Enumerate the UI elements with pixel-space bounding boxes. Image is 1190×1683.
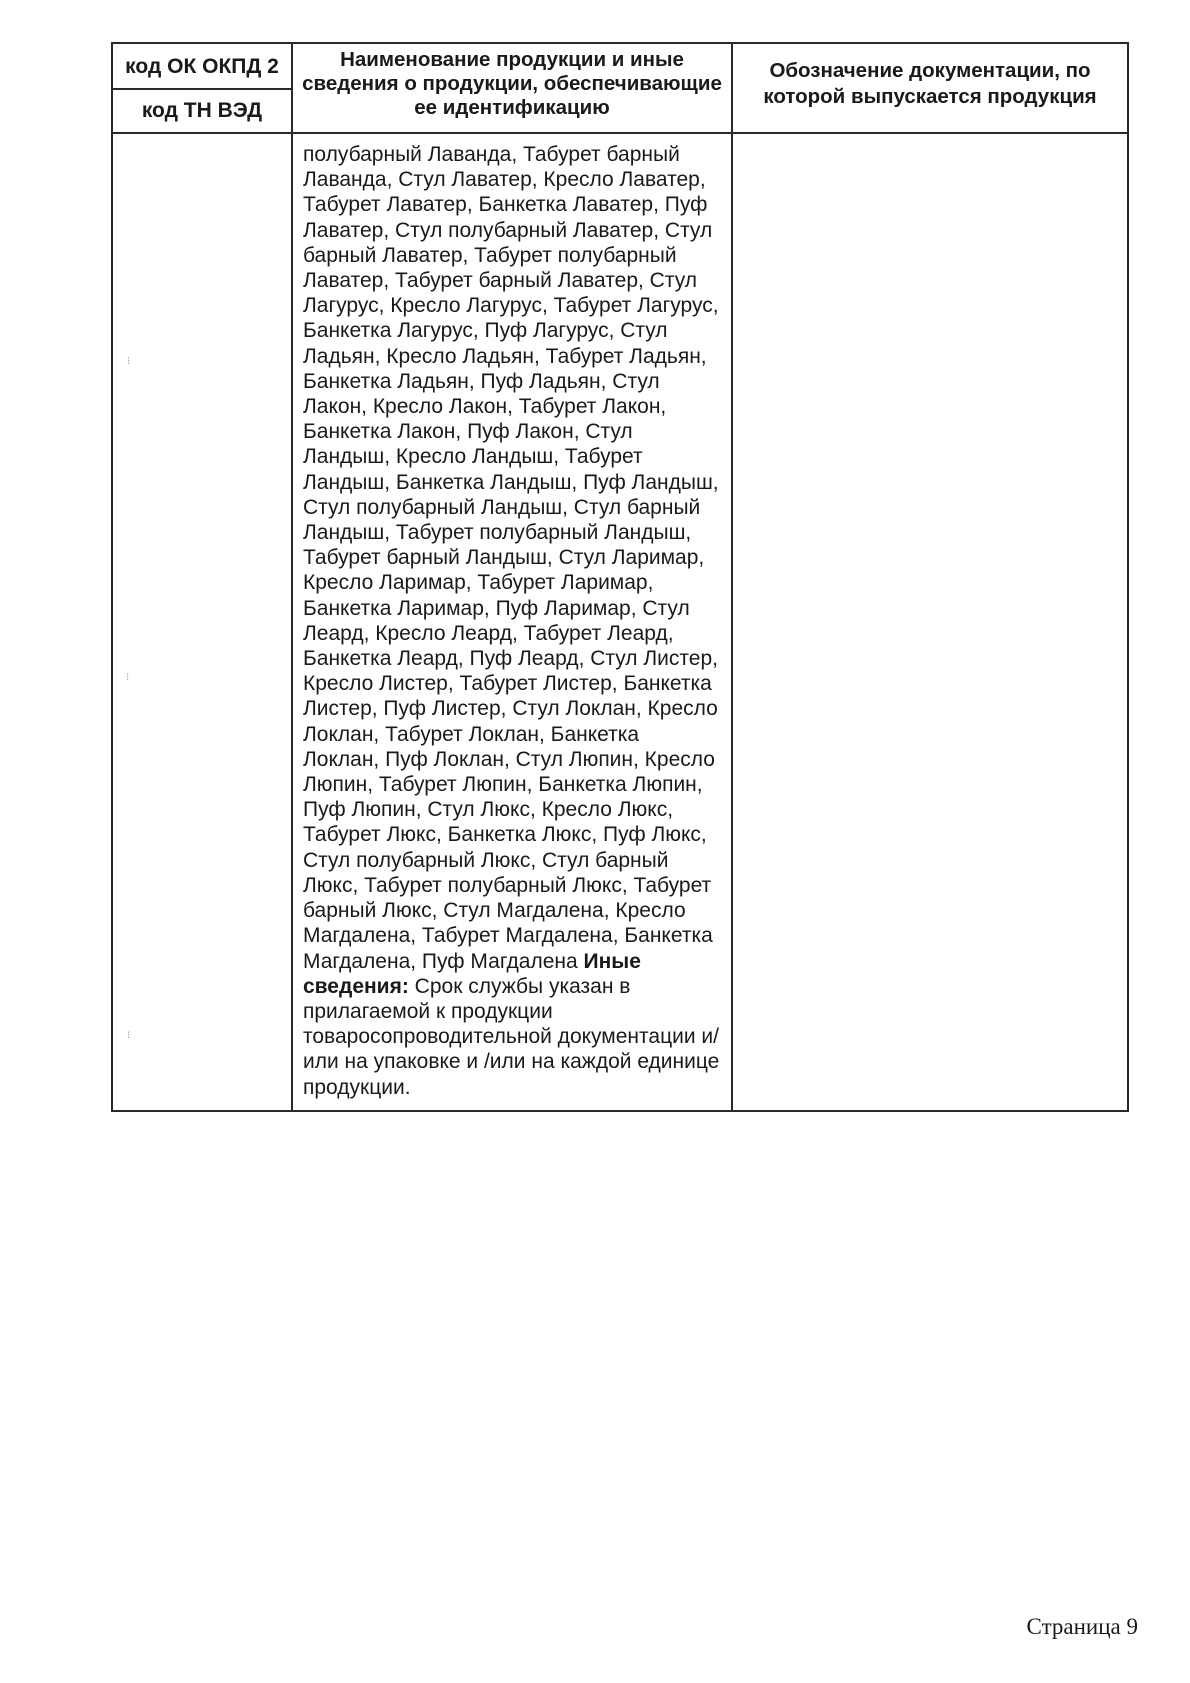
other-info-text: Срок службы указан в прилагаемой к продукции товаросопроводительной документации и/или на упаковке и /или на каждой единице продукции. [303, 974, 720, 1099]
scan-artifact: ⁝ [126, 672, 130, 683]
product-table [111, 42, 1129, 1112]
product-list-text: полубарный Лаванда, Табурет барный Лаванда, Стул Лаватер, Кресло Лаватер, Табурет Лаватер, Банкетка Лаватер, Пуф Лаватер, Стул полубарный Лаватер, Стул барный Лаватер, Табурет полубарный Лаватер, Табурет барный Лаватер, Стул Лагурус, Кресло Лагурус, Табурет Лагурус, Банкетка Лагурус, Пуф Лагурус, Стул Ладьян, Кресло Ладьян, Табурет Ладьян, Банкетка Ладьян, Пуф Ладьян, Стул Лакон, Кресло Лакон, Табурет Лакон, Банкетка Лакон, Пуф Лакон, Стул Ландыш, Кресло Ландыш, Табурет Ландыш, Банкетка Ландыш, Пуф Ландыш, Стул полубарный Ландыш, Стул барный Ландыш, Табурет полубарный Ландыш, Табурет барный Ландыш, Стул Ларимар, Кресло Ларимар, Табурет Ларимар, Банкетка Ларимар, Пуф Ларимар, Стул Леард, Кресло Леард, Табурет Леард, Банкетка Леард, Пуф Леард, Стул Листер, Кресло Листер, Табурет Листер, Банкетка Листер, Пуф Листер, Стул Локлан, Кресло Локлан, Табурет Локлан, Банкетка Локлан, Пуф Локлан, Стул Люпин, Кресло Люпин, Табурет Люпин, Банкетка Люпин, Пуф Люпин, Стул Люкс, Кресло Люкс, Табурет Люкс, Банкетка Люкс, Пуф Люкс, Стул полубарный Люкс, Стул барный Люкс, Табурет полубарный Люкс, Табурет барный Люкс, Стул Магдалена, Кресло Магдалена, Табурет Магдалена, Банкетка Магдалена, Пуф Магдалена [303, 143, 719, 973]
table-row [112, 133, 1128, 1111]
table-header-row [112, 43, 1128, 133]
row-doc-cell [732, 133, 1128, 1111]
header-code-cell [112, 43, 292, 133]
other-info-label: Иные сведения: [303, 949, 641, 998]
header-code-tnved: код ТН ВЭД [141, 99, 263, 122]
header-doc-cell [732, 43, 1128, 133]
scan-artifact: ⁝ [127, 1030, 131, 1041]
header-name-cell [292, 43, 732, 133]
product-description [293, 134, 731, 1110]
page-number: Страница 9 [1026, 1614, 1138, 1639]
row-product-cell [292, 133, 732, 1111]
header-documentation: Обозначение документации, по которой выпускается продукция [763, 59, 1097, 108]
header-code-okpd: код ОК ОКПД 2 [113, 44, 291, 90]
header-product-name: Наименование продукции и иные сведения о продукции, обеспечивающие ее идентификацию [302, 48, 722, 119]
scan-artifact: ⁝ [127, 356, 131, 367]
row-code-cell [112, 133, 292, 1111]
